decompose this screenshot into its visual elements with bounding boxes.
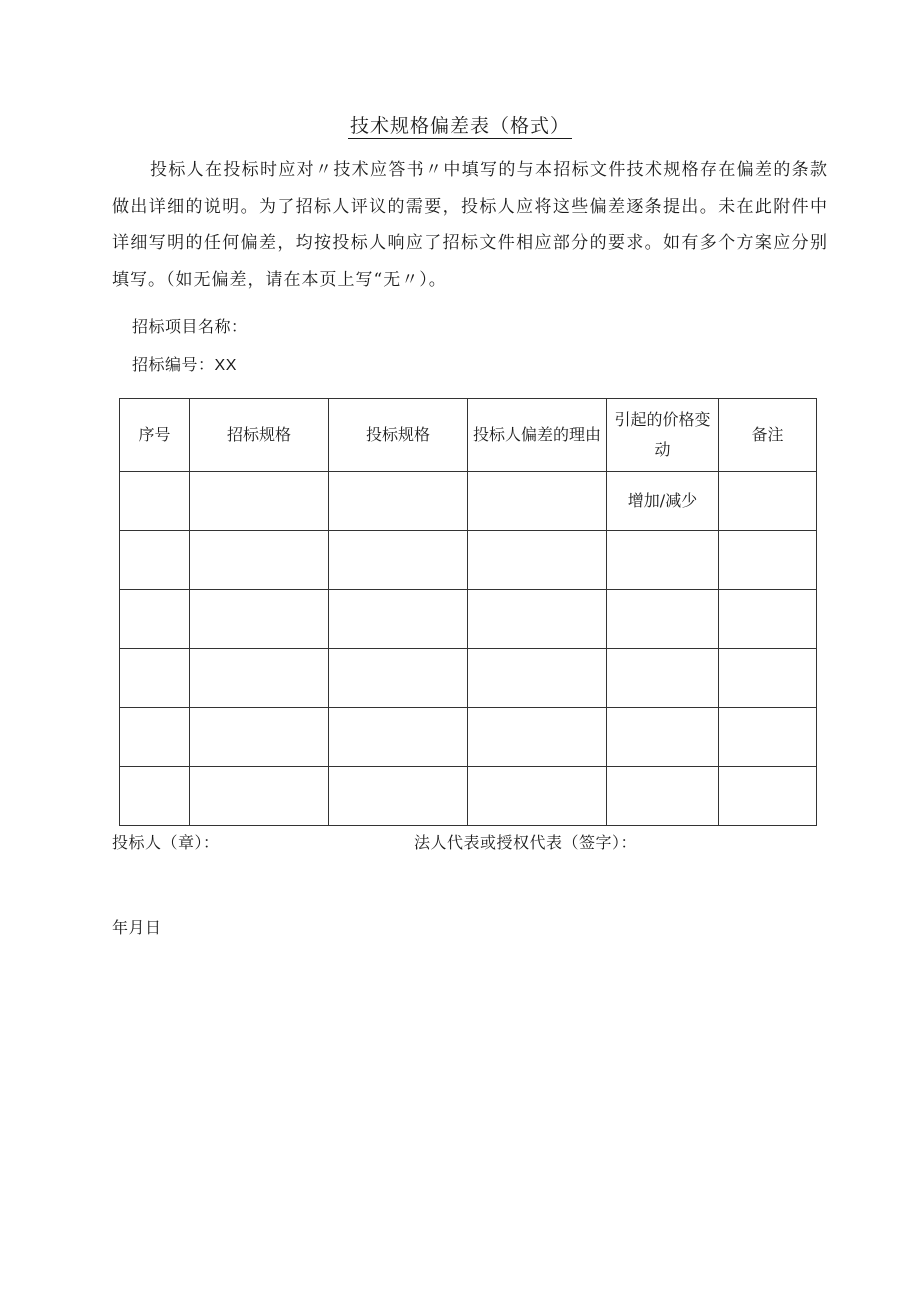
table-cell[interactable]: [719, 708, 817, 767]
legal-rep-signature-label: 法人代表或授权代表（签字）：: [414, 833, 638, 852]
table-cell[interactable]: [190, 590, 329, 649]
bidder-seal-label: 投标人（章）：: [112, 833, 220, 852]
header-remarks: 备注: [719, 399, 817, 472]
price-change-note[interactable]: 增加/减少: [607, 472, 719, 531]
table-cell[interactable]: [120, 649, 190, 708]
project-name-field: [132, 315, 248, 339]
table-cell[interactable]: [468, 472, 607, 531]
table-cell[interactable]: [719, 531, 817, 590]
table-cell[interactable]: [607, 590, 719, 649]
table-cell[interactable]: [329, 472, 468, 531]
table-cell[interactable]: [190, 531, 329, 590]
header-seq: 序号: [120, 399, 190, 472]
header-bid-spec: 投标规格: [329, 399, 468, 472]
table-cell[interactable]: [120, 472, 190, 531]
table-cell[interactable]: [120, 590, 190, 649]
deviation-table: [119, 398, 817, 826]
table-cell[interactable]: [468, 590, 607, 649]
table-cell[interactable]: [468, 531, 607, 590]
project-code-field: [132, 353, 237, 378]
table-row: [120, 590, 817, 649]
table-cell[interactable]: [329, 590, 468, 649]
table-cell[interactable]: [719, 767, 817, 826]
date-label: 年月日: [112, 918, 162, 937]
table-row: [120, 531, 817, 590]
table-cell[interactable]: [120, 708, 190, 767]
page-title-text: 技术规格偏差表（格式）: [349, 115, 570, 137]
project-name-label: 招标项目名称：: [132, 317, 248, 336]
table-cell[interactable]: [468, 649, 607, 708]
table-cell[interactable]: [607, 649, 719, 708]
table-cell[interactable]: [190, 708, 329, 767]
table-cell[interactable]: [607, 767, 719, 826]
header-tender-spec: 招标规格: [190, 399, 329, 472]
page-title: [0, 112, 920, 140]
table-cell[interactable]: [329, 767, 468, 826]
table-row: [120, 767, 817, 826]
project-code-label: 招标编号：: [132, 355, 215, 374]
table-cell[interactable]: [120, 767, 190, 826]
table-cell[interactable]: [607, 708, 719, 767]
table-cell[interactable]: [190, 649, 329, 708]
intro-paragraph: 投标人在投标时应对〃技术应答书〃中填写的与本招标文件技术规格存在偏差的条款做出详细的说明。为了招标人评议的需要，投标人应将这些偏差逐条提出。未在此附件中详细写明的任何偏差，均按投标人响应了招标文件相应部分的要求。如有多个方案应分别填写。（如无偏差，请在本页上写“无〃）。: [112, 160, 828, 290]
table-cell[interactable]: [329, 649, 468, 708]
table-cell[interactable]: [468, 708, 607, 767]
table-row: [120, 708, 817, 767]
table-cell[interactable]: [719, 472, 817, 531]
table-cell[interactable]: [329, 531, 468, 590]
header-deviation-reason: 投标人偏差的理由: [468, 399, 607, 472]
table-cell[interactable]: [719, 590, 817, 649]
table-cell[interactable]: [719, 649, 817, 708]
table-row: [120, 649, 817, 708]
header-price-change: 引起的价格变动: [607, 399, 719, 472]
table-cell[interactable]: [120, 531, 190, 590]
table-cell[interactable]: [468, 767, 607, 826]
project-code-value: XX: [214, 357, 237, 374]
table-cell[interactable]: [190, 767, 329, 826]
table-cell[interactable]: [190, 472, 329, 531]
table-cell[interactable]: [607, 531, 719, 590]
table-cell[interactable]: [329, 708, 468, 767]
table-row: [120, 472, 817, 531]
table-header-row: [120, 399, 817, 472]
